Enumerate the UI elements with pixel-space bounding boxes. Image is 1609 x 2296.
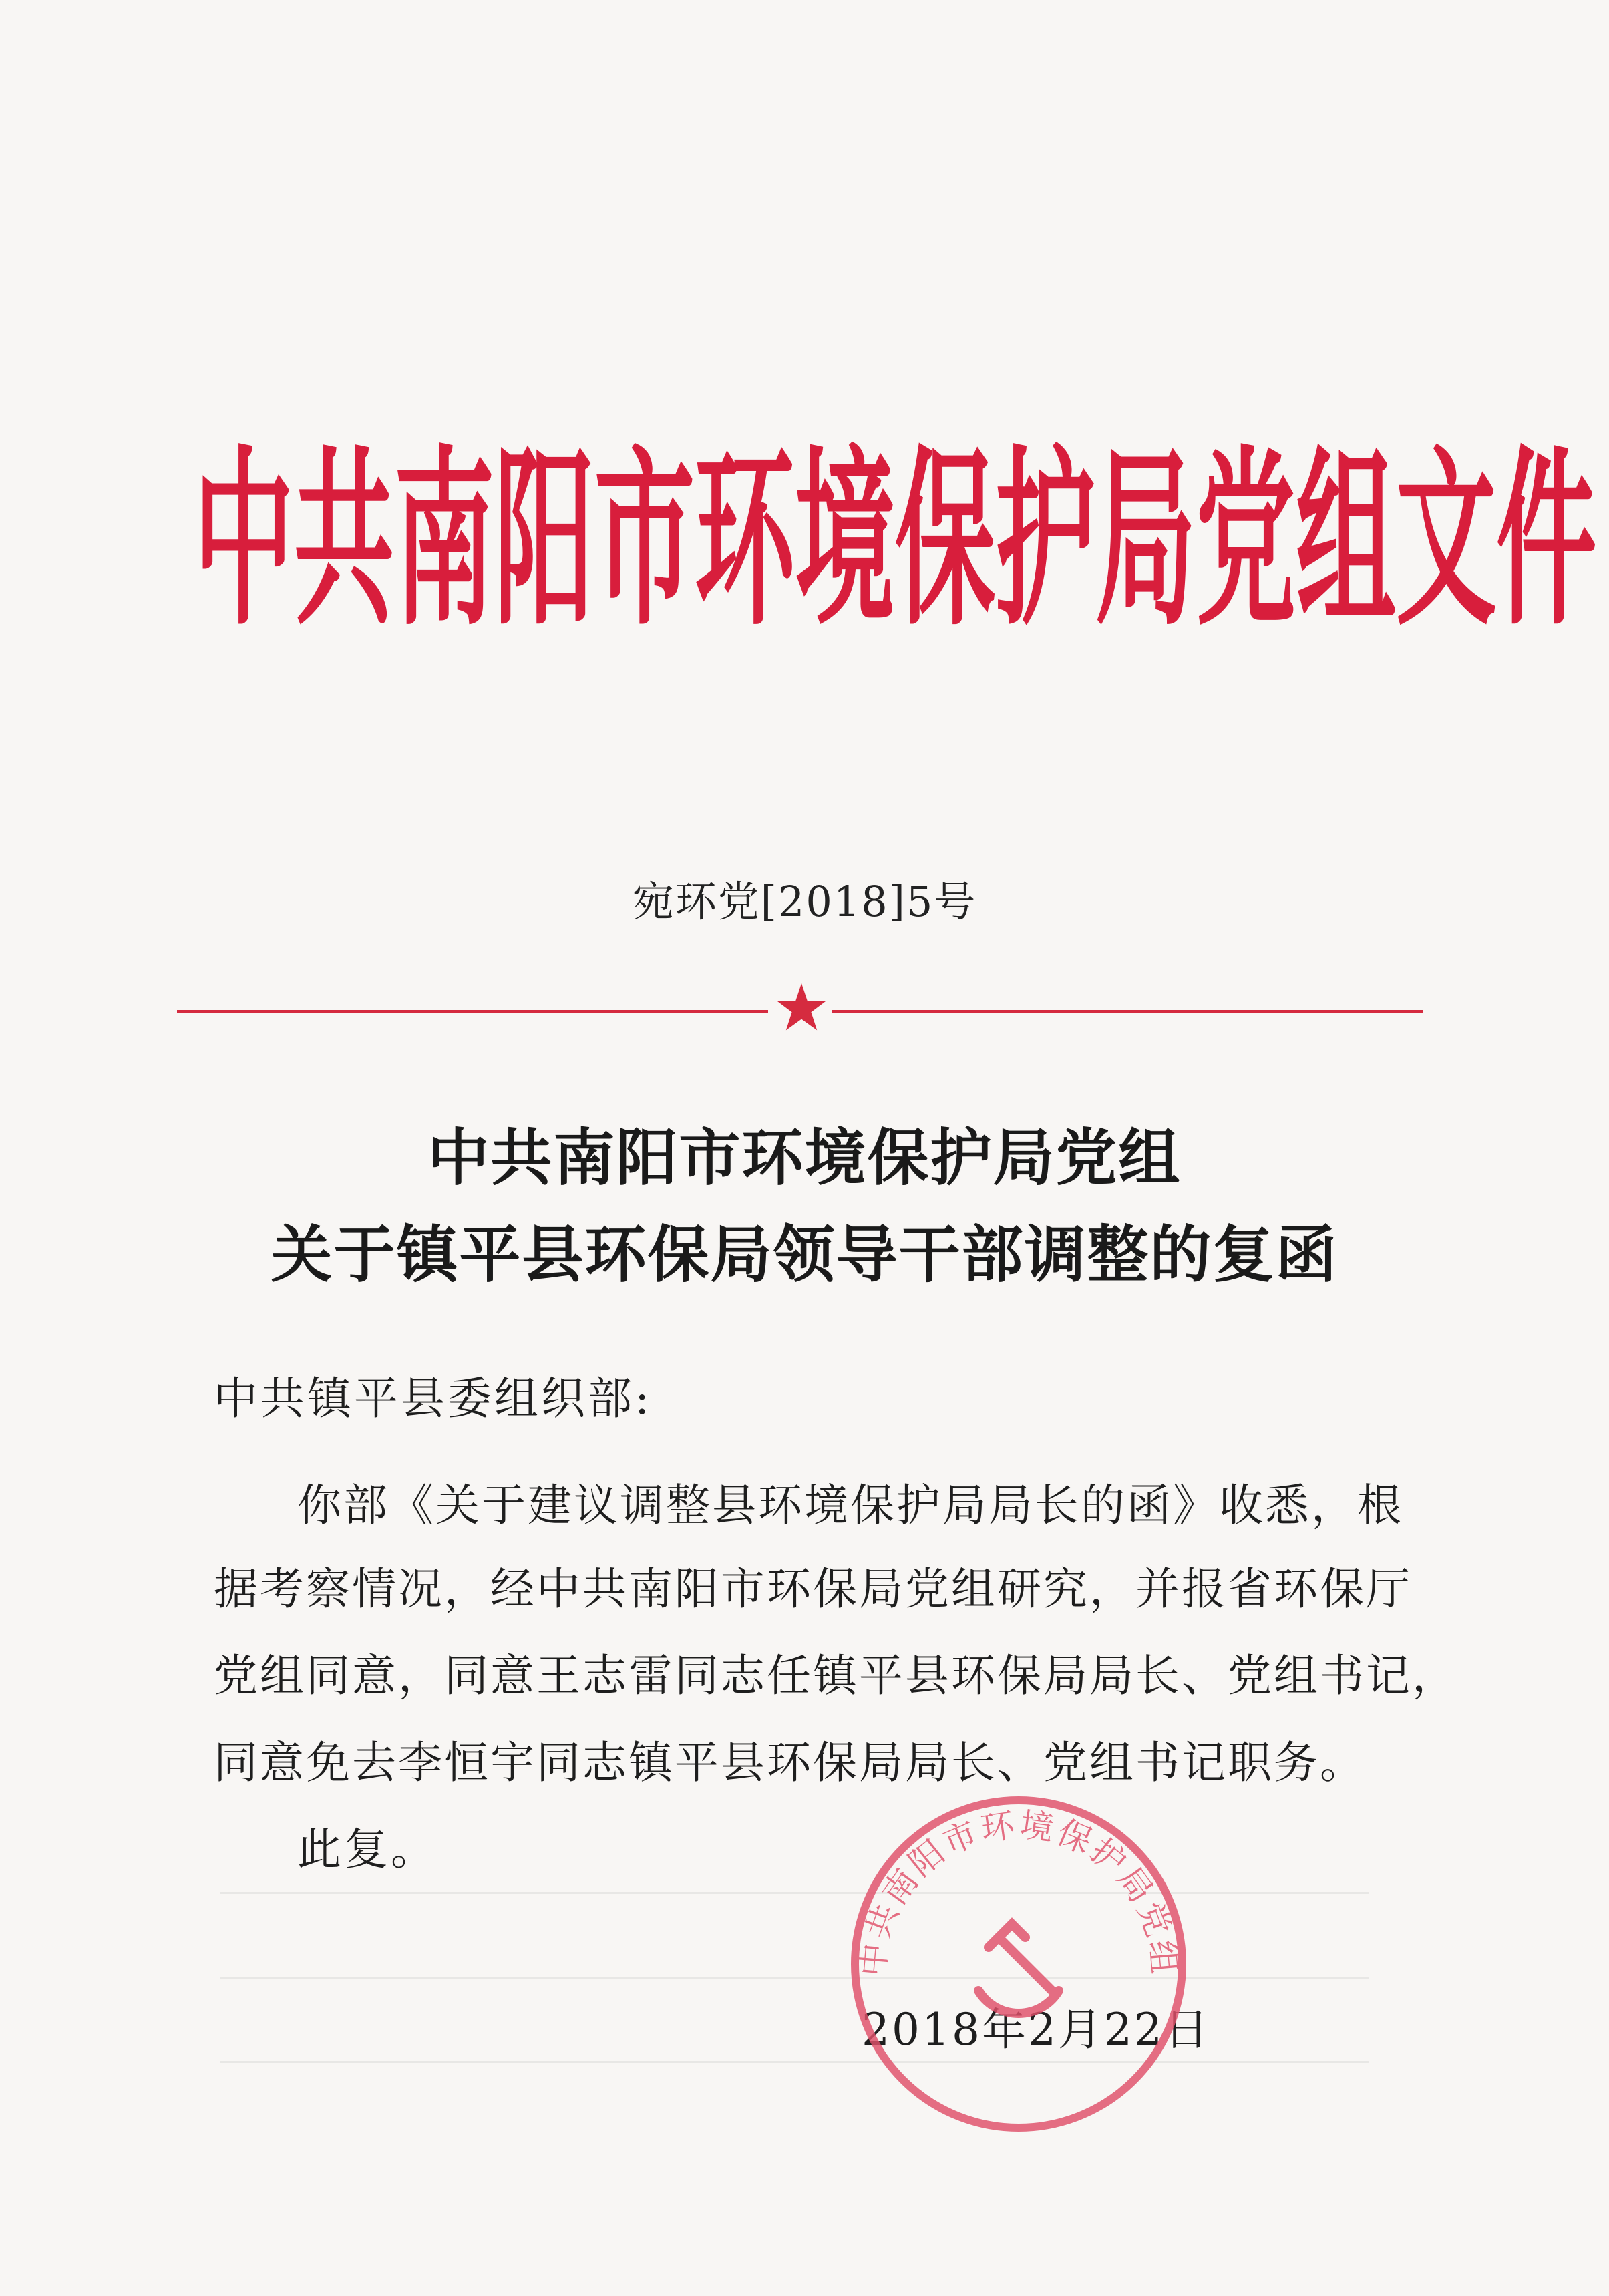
body-line: 你部《关于建议调整县环境保护局局长的函》收悉，根 <box>297 1480 1403 1531</box>
faded-rule <box>220 1892 1369 1894</box>
addressee: 中共镇平县委组织部: <box>214 1373 653 1424</box>
faded-rule <box>220 1977 1369 1979</box>
header-title-char: 保 <box>895 430 996 652</box>
seal-text: 中共南阳市环境保护局党组 <box>853 1805 1184 1978</box>
header-title-char: 共 <box>294 430 395 652</box>
divider-line-right <box>832 1010 1423 1013</box>
closing-remark: 此复。 <box>297 1824 437 1875</box>
header-title-char: 南 <box>394 430 495 652</box>
header-title-char: 环 <box>695 430 795 652</box>
signature-date: 2018年2月22日 <box>862 2004 1210 2056</box>
official-seal-icon <box>845 1790 1192 2138</box>
header-title-char: 文 <box>1396 430 1497 652</box>
divider-star-icon <box>775 981 828 1034</box>
header-title-char: 阳 <box>494 430 595 652</box>
header-title-char: 组 <box>1296 430 1397 652</box>
header-title-char: 中 <box>194 430 295 652</box>
header-title-char: 市 <box>594 430 695 652</box>
party-emblem-icon <box>978 1924 1059 2013</box>
subject-line-1: 中共南阳市环境保护局党组 <box>427 1122 1182 1194</box>
document-header-title <box>194 430 1597 652</box>
faded-rule <box>220 2061 1369 2063</box>
header-title-char: 护 <box>995 430 1096 652</box>
header-title-char: 局 <box>1095 430 1196 652</box>
body-line: 据考察情况，经中共南阳市环保局党组研究，并报省环保厅 <box>214 1563 1412 1615</box>
divider-line-left <box>177 1010 768 1013</box>
body-line: 党组同意，同意王志雷同志任镇平县环保局局长、党组书记， <box>214 1650 1458 1701</box>
header-title-char: 党 <box>1196 430 1296 652</box>
header-title-char: 境 <box>795 430 896 652</box>
document-number: 宛环党[2018]5号 <box>632 877 977 926</box>
body-line: 同意免去李恒宇同志镇平县环保局局长、党组书记职务。 <box>214 1737 1366 1788</box>
header-title-char: 件 <box>1496 430 1597 652</box>
subject-line-2: 关于镇平县环保局领导干部调整的复函 <box>271 1218 1338 1291</box>
